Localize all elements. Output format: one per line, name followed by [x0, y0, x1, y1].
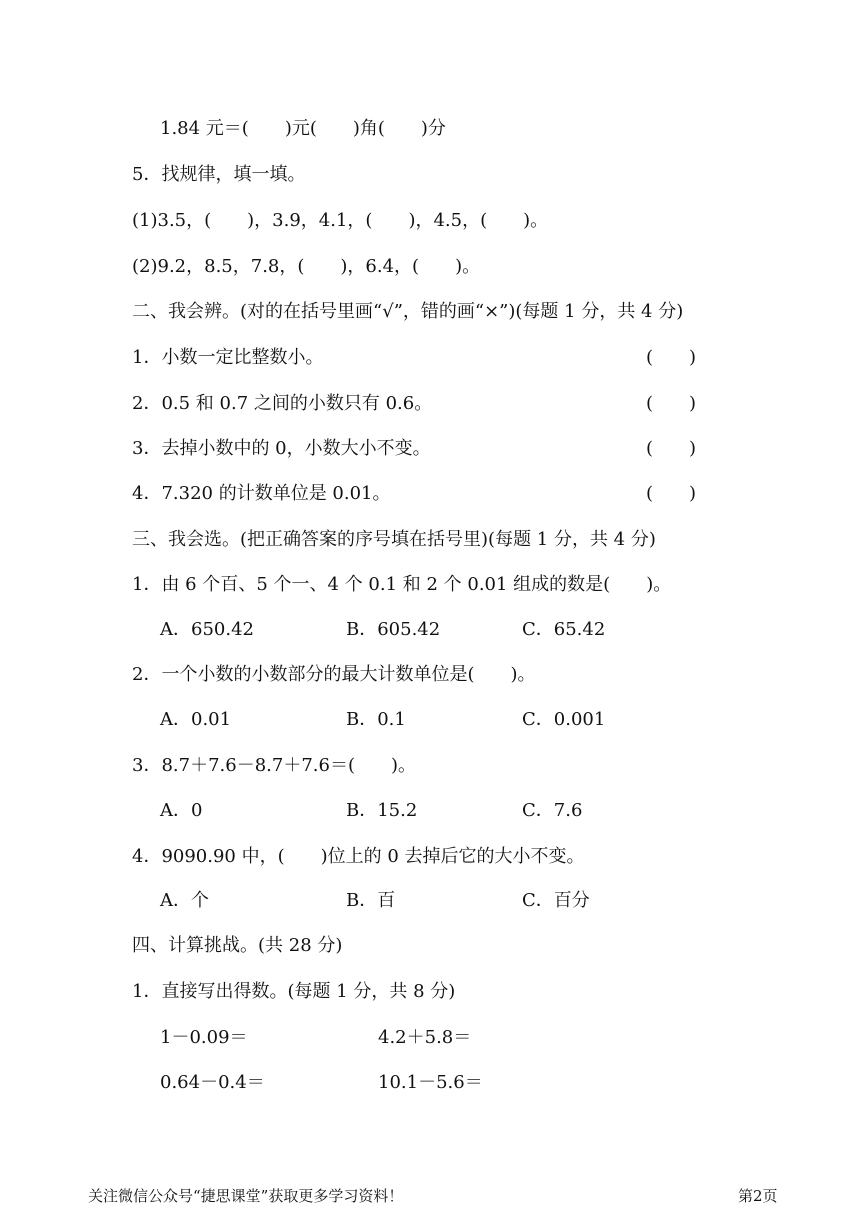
- choice-question-1: 1．由 6 个百、5 个一、4 个 0.1 和 2 个 0.01 组成的数是( )。: [132, 574, 672, 595]
- calc-question-1: 1．直接写出得数。(每题 1 分，共 8 分): [132, 981, 456, 1002]
- judge-answer-box-2: ( ): [646, 393, 697, 414]
- choice-question-4: 4．9090.90 中，( )位上的 0 去掉后它的大小不变。: [132, 846, 585, 867]
- choice-question-2: 2．一个小数的小数部分的最大计数单位是( )。: [132, 664, 536, 685]
- judge-answer-box-3: ( ): [646, 438, 697, 459]
- choice-4-option-a: A．个: [160, 890, 209, 911]
- section-3-heading: 三、我会选。(把正确答案的序号填在括号里)(每题 1 分，共 4 分): [132, 529, 656, 550]
- question-5-title: 5．找规律，填一填。: [132, 164, 306, 185]
- judge-item-1: 1．小数一定比整数小。: [132, 347, 324, 368]
- judge-answer-box-4: ( ): [646, 483, 697, 504]
- judge-answer-box-1: ( ): [646, 347, 697, 368]
- judge-item-4: 4．7.320 的计数单位是 0.01。: [132, 483, 391, 504]
- choice-1-option-c: C．65.42: [522, 619, 606, 640]
- calc-expression-4: 10.1－5.6＝: [378, 1072, 483, 1093]
- choice-2-option-c: C．0.001: [522, 709, 606, 730]
- footer-promo-text: 关注微信公众号“捷思课堂”获取更多学习资料！: [88, 1187, 404, 1205]
- choice-1-option-a: A．650.42: [160, 619, 254, 640]
- choice-question-3: 3．8.7＋7.6－8.7＋7.6＝( )。: [132, 755, 417, 776]
- money-conversion-question: 1.84 元＝( )元( )角( )分: [160, 118, 446, 139]
- page-number: 第2页: [738, 1187, 778, 1205]
- judge-item-3: 3．去掉小数中的 0，小数大小不变。: [132, 438, 431, 459]
- question-5-part-2: (2)9.2，8.5，7.8，( )，6.4，( )。: [132, 256, 481, 277]
- calc-expression-1: 1－0.09＝: [160, 1027, 248, 1048]
- choice-1-option-b: B．605.42: [346, 619, 441, 640]
- section-4-heading: 四、计算挑战。(共 28 分): [132, 935, 343, 956]
- choice-2-option-b: B．0.1: [346, 709, 406, 730]
- choice-4-option-b: B．百: [346, 890, 396, 911]
- choice-4-option-c: C．百分: [522, 890, 590, 911]
- question-5-part-1: (1)3.5，( )，3.9，4.1，( )，4.5，( )。: [132, 210, 549, 231]
- choice-3-option-a: A．0: [160, 800, 203, 821]
- choice-3-option-c: C．7.6: [522, 800, 583, 821]
- calc-expression-2: 4.2＋5.8＝: [378, 1027, 472, 1048]
- section-2-heading: 二、我会辨。(对的在括号里画“√”，错的画“×”)(每题 1 分，共 4 分): [132, 301, 684, 322]
- judge-item-2: 2．0.5 和 0.7 之间的小数只有 0.6。: [132, 393, 433, 414]
- calc-expression-3: 0.64－0.4＝: [160, 1072, 265, 1093]
- choice-3-option-b: B．15.2: [346, 800, 418, 821]
- choice-2-option-a: A．0.01: [160, 709, 232, 730]
